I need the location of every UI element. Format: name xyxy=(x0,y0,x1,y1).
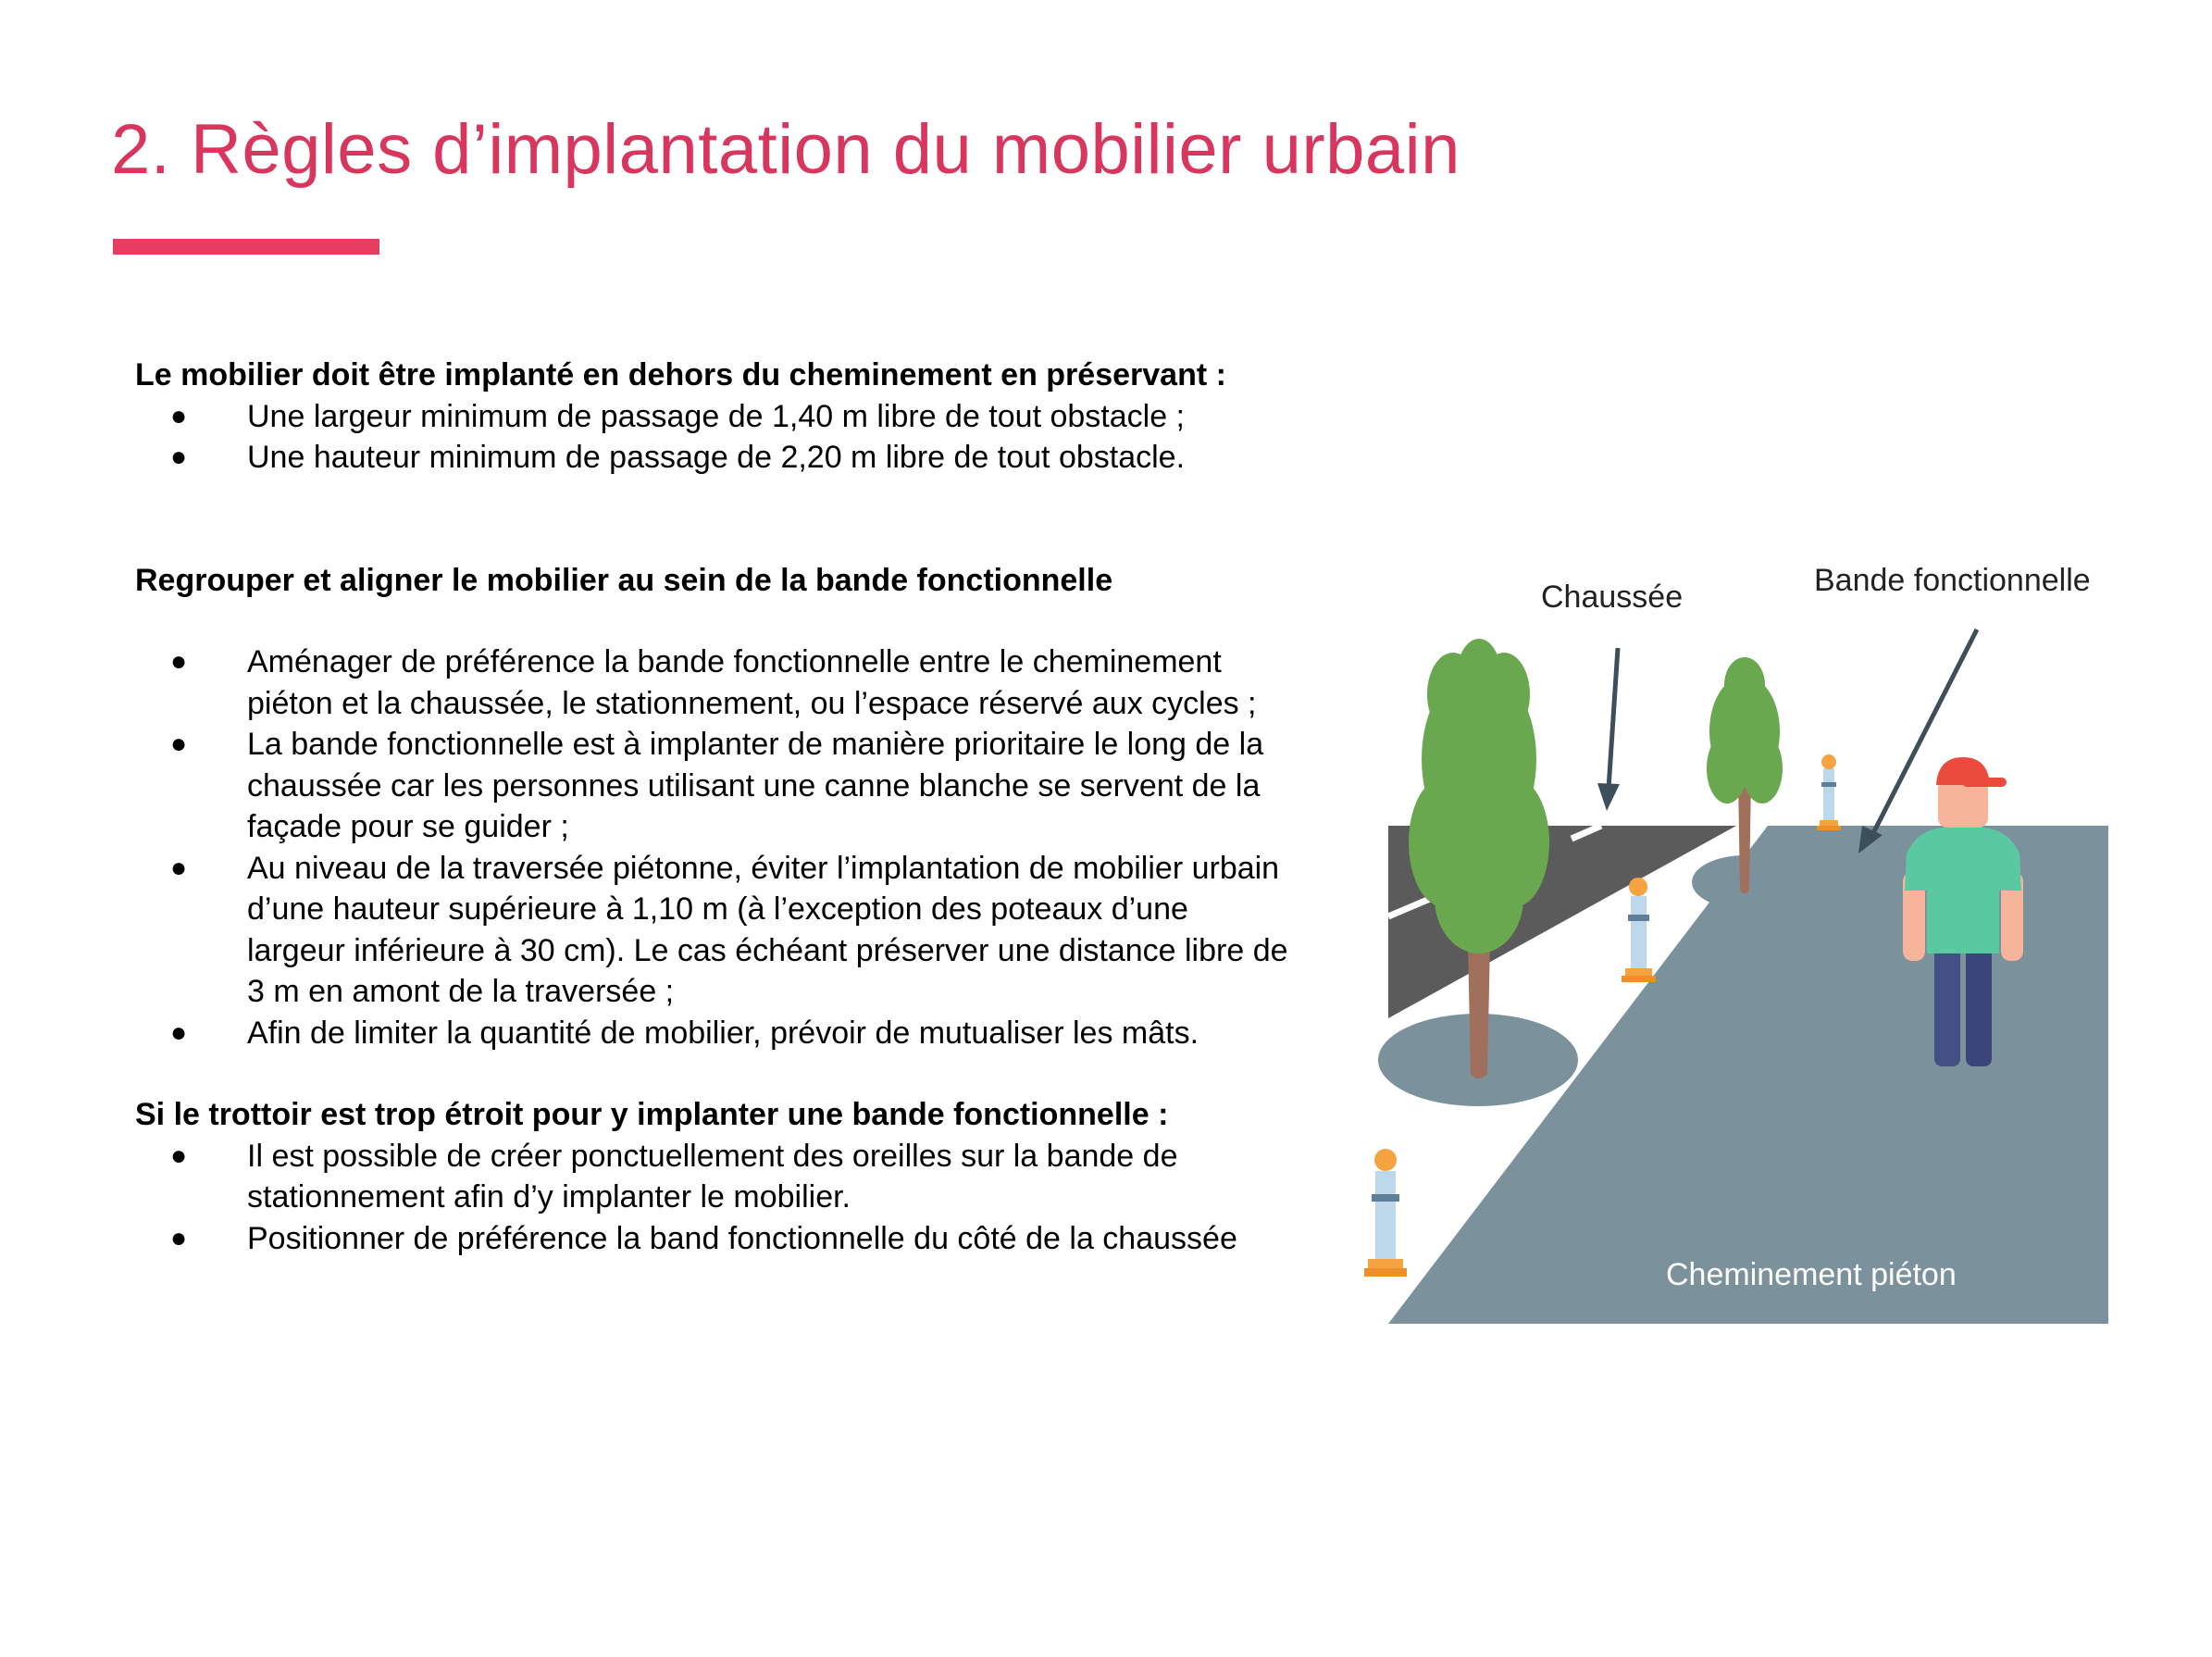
list-item: ● Afin de limiter la quantité de mobilier, prévoir de mutualiser les mâts. xyxy=(135,1013,1292,1054)
arrow-icon xyxy=(1597,648,1620,811)
bullet-icon: ● xyxy=(170,852,188,883)
list-item: ● Aménager de préférence la bande fonctionnelle entre le cheminement piéton et la chaussée, le stationnement, ou l’espace réservé aux cycles ; xyxy=(135,642,1292,724)
label-walkway: Cheminement piéton xyxy=(1666,1257,1957,1292)
list-item: ● Une hauteur minimum de passage de 2,20 m libre de tout obstacle. xyxy=(135,437,1292,479)
bullet-icon: ● xyxy=(170,1140,188,1171)
title-underline xyxy=(113,239,379,255)
list-item: ● Il est possible de créer ponctuellement des oreilles sur la bande de stationnement afin d’y implanter le mobilier. xyxy=(135,1136,1292,1218)
street-diagram xyxy=(1351,546,2147,1342)
bullet-icon: ● xyxy=(170,1016,188,1048)
section-heading-constraints: Le mobilier doit être implanté en dehors du cheminement en préservant : xyxy=(135,357,1226,392)
band-list xyxy=(135,642,1292,1053)
list-item: ● Positionner de préférence la band fonctionnelle du côté de la chaussée xyxy=(135,1218,1292,1260)
bullet-icon: ● xyxy=(170,400,188,431)
label-functional-band: Bande fonctionnelle xyxy=(1814,563,2091,598)
list-item: ● Une largeur minimum de passage de 1,40 m libre de tout obstacle ; xyxy=(135,396,1292,438)
page-title: 2. Règles d’implantation du mobilier urbain xyxy=(111,110,1460,189)
bollard-icon xyxy=(1364,1149,1407,1277)
list-item: ● Au niveau de la traversée piétonne, éviter l’implantation de mobilier urbain d’une hauteur supérieure à 1,10 m (à l’exception des poteaux d’une largeur inférieure à 30 cm). Le cas échéant préserver une distance libre de 3 m en amont de la traversée ; xyxy=(135,848,1292,1013)
bullet-icon: ● xyxy=(170,729,188,759)
narrow-list xyxy=(135,1136,1292,1260)
constraints-list xyxy=(135,396,1292,479)
list-item: ● La bande fonctionnelle est à implanter de manière prioritaire le long de la chaussée car les personnes utilisant une canne blanche se servent de la façade pour se guider ; xyxy=(135,724,1292,848)
street-illustration xyxy=(1351,546,2147,1342)
bullet-icon: ● xyxy=(170,442,188,472)
content-body xyxy=(135,355,1292,1259)
section-heading-band: Regrouper et aligner le mobilier au sein de la bande fonctionnelle xyxy=(135,562,1113,598)
label-road: Chaussée xyxy=(1541,579,1684,615)
bollard-icon xyxy=(1817,754,1841,830)
bullet-icon: ● xyxy=(170,646,188,677)
bollard-icon xyxy=(1622,878,1656,982)
bullet-icon: ● xyxy=(170,1222,188,1253)
tree-icon xyxy=(1409,639,1549,1078)
section-heading-narrow: Si le trottoir est trop étroit pour y implanter une bande fonctionnelle : xyxy=(135,1097,1169,1132)
